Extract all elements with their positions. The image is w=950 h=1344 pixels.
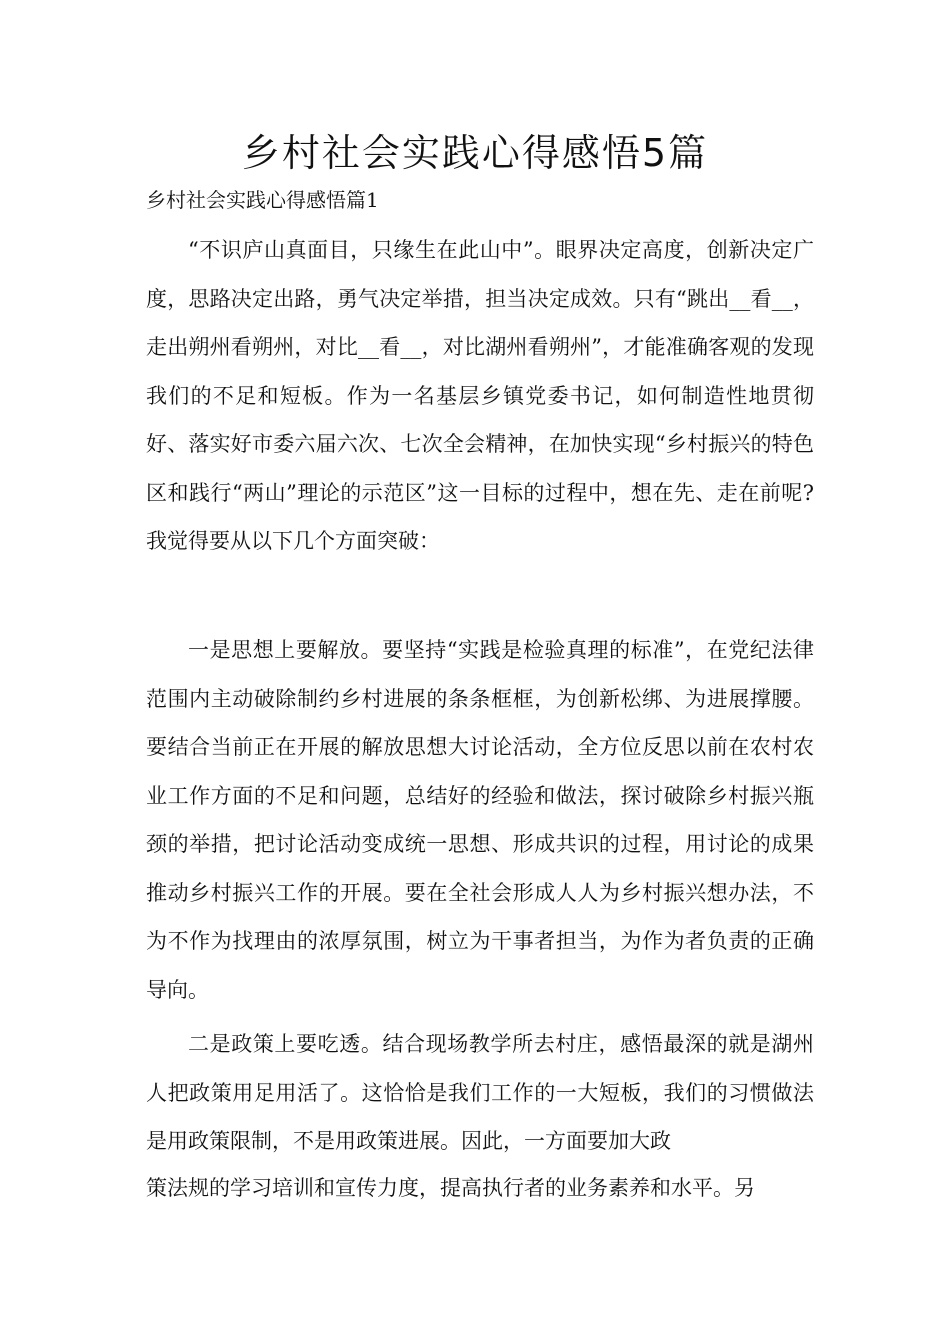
document-title: 乡村社会实践心得感悟5篇 [241,131,709,175]
paragraph-policy-continued: 策法规的学习培训和宣传力度，提高执行者的业务素养和水平。另 [146,1176,755,1200]
paragraph-intro: “不识庐山真面目，只缘生在此山中”。眼界决定高度，创新决定广度，思路决定出路，勇气决定举措，担当决定成效。只有“跳出__看__，走出朔州看朔州，对比__看__，对比湖州看朔州”，才能准确客观的发现我们的不足和短板。作为一名基层乡镇党委书记，如何制造性地贯彻好、落实好市委六届六次、七次全会精神，在加快实现“乡村振兴的特色区和践行“两山”理论的示范区”这一目标的过程中，想在先、走在前呢?我觉得要从以下几个方面突破： [146,238,814,553]
paragraph-policy: 二是政策上要吃透。结合现场教学所去村庄，感悟最深的就是湖州人把政策用足用活了。这恰恰是我们工作的一大短板，我们的习惯做法是用政策限制，不是用政策进展。因此，一方面要加大政 [146,1032,814,1153]
section-heading: 乡村社会实践心得感悟篇1 [146,188,379,212]
paragraph-thought-liberation: 一是思想上要解放。要坚持“实践是检验真理的标准”，在党纪法律范围内主动破除制约乡村进展的条条框框，为创新松绑、为进展撑腰。要结合当前正在开展的解放思想大讨论活动，全方位反思以前在农村农业工作方面的不足和问题，总结好的经验和做法，探讨破除乡村振兴瓶颈的举措，把讨论活动变成统一思想、形成共识的过程，用讨论的成果推动乡村振兴工作的开展。要在全社会形成人人为乡村振兴想办法，不为不作为找理由的浓厚氛围，树立为干事者担当，为作为者负责的正确导向。 [146,638,814,1002]
